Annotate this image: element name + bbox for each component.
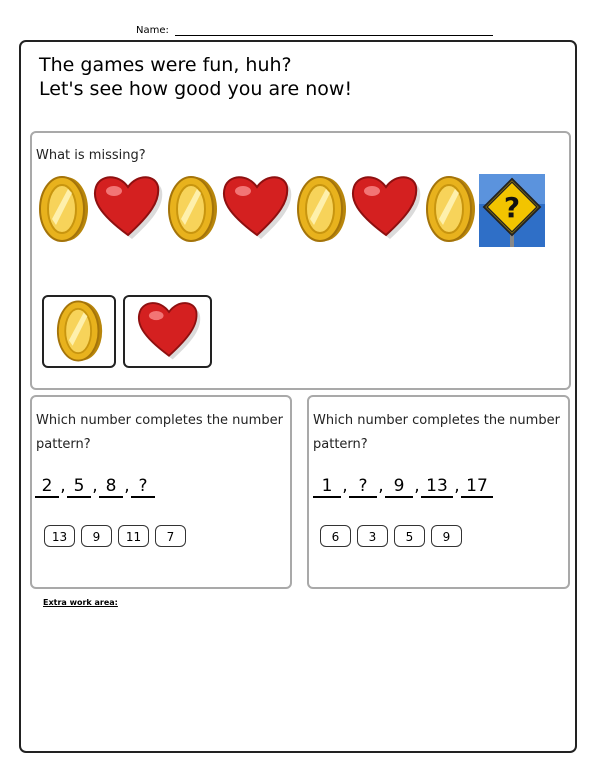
pattern-number: 5 <box>67 476 91 498</box>
question-sign-icon <box>479 174 545 251</box>
choice-button[interactable]: 9 <box>81 525 112 547</box>
question-3-pattern: 1 , ? , 9 , 13 , 17 <box>313 476 493 498</box>
heart-icon <box>92 175 164 243</box>
question-3-prompt-line-2: pattern? <box>313 437 368 452</box>
pattern-blank: ? <box>349 476 377 498</box>
coin-icon <box>56 299 104 367</box>
name-label: Name: <box>136 25 169 36</box>
choice-button[interactable]: 5 <box>394 525 425 547</box>
pattern-number: 8 <box>99 476 123 498</box>
question-2-prompt-line-1: Which number completes the number <box>36 413 283 428</box>
choice-button[interactable]: 13 <box>44 525 75 547</box>
choice-button[interactable]: 9 <box>431 525 462 547</box>
heart-icon <box>134 301 204 367</box>
option-heart-button[interactable] <box>123 295 212 368</box>
svg-text:?: ? <box>503 191 521 224</box>
choice-button[interactable]: 3 <box>357 525 388 547</box>
coin-icon <box>296 175 348 243</box>
heart-icon <box>221 175 293 243</box>
pattern-blank: ? <box>131 476 155 498</box>
heart-icon <box>350 175 422 243</box>
pattern-number: 17 <box>461 476 493 498</box>
question-3-prompt-line-1: Which number completes the number <box>313 413 560 428</box>
title-line-1: The games were fun, huh? <box>39 54 292 76</box>
page-title <box>39 53 352 101</box>
pattern-number: 2 <box>35 476 59 498</box>
question-1-prompt: What is missing? <box>36 148 146 163</box>
coin-icon <box>38 175 90 243</box>
question-3-prompt <box>313 409 560 457</box>
title-line-2: Let's see how good you are now! <box>39 78 353 100</box>
coin-icon <box>425 175 477 243</box>
question-2-pattern: 2 , 5 , 8 , ? <box>35 476 155 498</box>
choice-button[interactable]: 7 <box>155 525 186 547</box>
coin-icon <box>167 175 219 243</box>
question-2-prompt <box>36 409 283 457</box>
pattern-number: 1 <box>313 476 341 498</box>
choice-button[interactable]: 11 <box>118 525 149 547</box>
question-2-choices <box>44 525 192 547</box>
choice-button[interactable]: 6 <box>320 525 351 547</box>
question-3-choices <box>320 525 468 547</box>
question-2-prompt-line-2: pattern? <box>36 437 91 452</box>
extra-work-label: Extra work area: <box>43 598 118 607</box>
pattern-number: 13 <box>421 476 453 498</box>
name-input-line[interactable] <box>175 35 493 36</box>
option-coin-button[interactable] <box>42 295 116 368</box>
pattern-number: 9 <box>385 476 413 498</box>
